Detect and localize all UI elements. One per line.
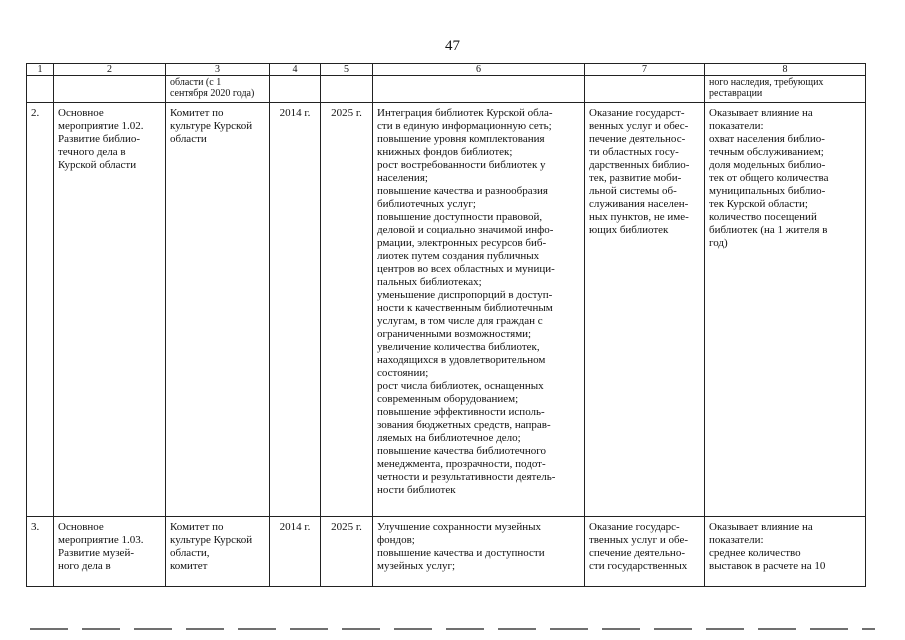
- executor-cell: Комитет по культуре Курской области: [166, 103, 270, 517]
- row-number: 2.: [27, 103, 54, 517]
- indicators-cell: Оказывает влияние на показатели: охват населения библио- течным обслуживанием; доля модельных библио- тек от общего количества муниципальных библио- тек Курской области; количество посещений библиотек (на 1 жителя в год): [705, 103, 866, 517]
- col-number-7: 7: [585, 64, 705, 76]
- results-cell: Интеграция библиотек Курской обла- сти в единую информационную сеть; повышение уровня комплектования книжных фондов библиотек; рост востребованности библиотек у населения; повышение качества и разнообразия библиотечных услуг; повышение доступности правовой, деловой и социально значимой инфо- рмации, электронных ресурсов биб- лиотек путем создания публичных центров во всех областных и муници- пальных библиотеках; уменьшение диспропорций в доступ- ности к качественным библиотечным услугам, в том числе для граждан с ограниченными возможностями; увеличение количества библиотек, находящихся в удовлетворительном состоянии; рост числа библиотек, оснащенных современным оборудованием; повышение эффективности исполь- зования бюджетных средств, направ- ляемых на библиотечное дело; повышение качества библиотечного менеджмента, прозрачности, подот- четности и результативности деятель- ности библиотек: [373, 103, 585, 517]
- executor-cell: Комитет по культуре Курской области, комитет: [166, 517, 270, 587]
- end-year: 2025 г.: [321, 103, 373, 517]
- page-number: 47: [445, 38, 460, 54]
- consequences-cell: Оказание государст- венных услуг и обес- печение деятельнос- ти областных госу- дарственных библио- тек, развитие моби- льной системы об- служивания населен- ных пунктов, не име- ющих библиотек: [585, 103, 705, 517]
- col-number-8: 8: [705, 64, 866, 76]
- column-number-row: [27, 64, 866, 76]
- start-year: 2014 г.: [270, 103, 321, 517]
- col-number-3: 3: [166, 64, 270, 76]
- table-row: [27, 517, 866, 587]
- continuation-indicators: ного наследия, требующих реставрации: [705, 76, 866, 103]
- event-cell: Основное мероприятие 1.03. Развитие музей- ного дела в: [54, 517, 166, 587]
- indicators-cell: Оказывает влияние на показатели: среднее количество выставок в расчете на 10: [705, 517, 866, 587]
- col-number-4: 4: [270, 64, 321, 76]
- col-number-1: 1: [27, 64, 54, 76]
- start-year: 2014 г.: [270, 517, 321, 587]
- continuation-executor: области (с 1 сентября 2020 года): [166, 76, 270, 103]
- col-number-2: 2: [54, 64, 166, 76]
- col-number-5: 5: [321, 64, 373, 76]
- program-table: [26, 63, 866, 587]
- row-number: 3.: [27, 517, 54, 587]
- table-row: [27, 103, 866, 517]
- col-number-6: 6: [373, 64, 585, 76]
- scan-edge-marks: [30, 628, 875, 630]
- end-year: 2025 г.: [321, 517, 373, 587]
- consequences-cell: Оказание государс- твенных услуг и обе- спечение деятельно- сти государственных: [585, 517, 705, 587]
- continuation-row: [27, 76, 866, 103]
- event-cell: Основное мероприятие 1.02. Развитие библио- течного дела в Курской области: [54, 103, 166, 517]
- results-cell: Улучшение сохранности музейных фондов; повышение качества и доступности музейных услуг;: [373, 517, 585, 587]
